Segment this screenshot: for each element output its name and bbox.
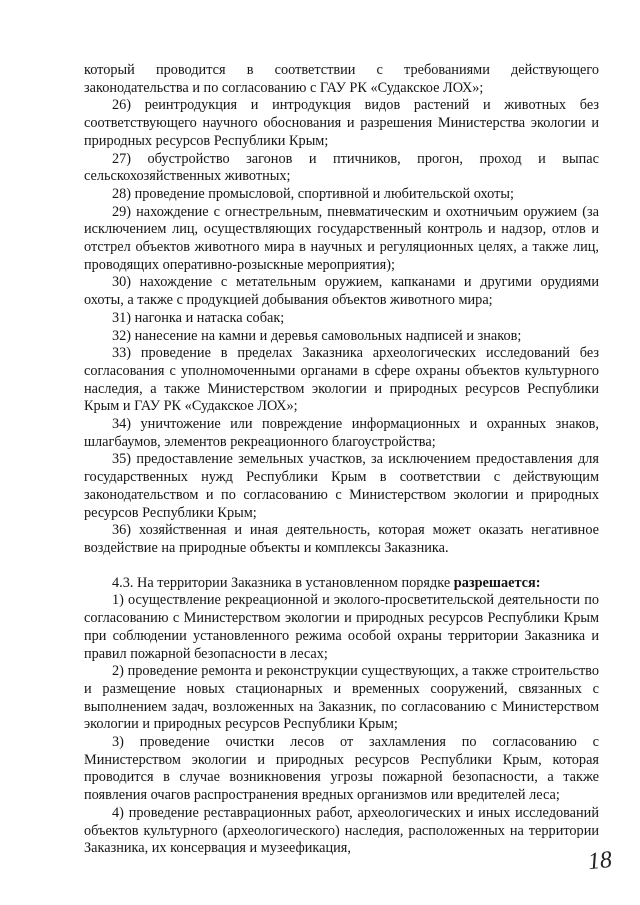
list-item-33: 33) проведение в пределах Заказника археологических исследований без согласования с уполномоченными органами в сфере охраны объектов культурного наследия, а также Министерством экологии и природных ресурсов Республики Крым и ГАУ РК «Судакское ЛОХ»;	[84, 345, 599, 415]
section-gap	[84, 558, 599, 575]
list-item-35: 35) предоставление земельных участков, за исключением предоставления для государственных нужд Республики Крым в соответствии с действующим законодательством и по согласованию с Министерством экологии и природных ресурсов Республики Крым;	[84, 451, 599, 521]
document-body	[84, 62, 599, 858]
list-item-30: 30) нахождение с метательным оружием, капканами и другими орудиями охоты, а также с продукцией добывания объектов животного мира;	[84, 274, 599, 309]
section-heading-bold: разрешается:	[453, 574, 541, 591]
list-item-32: 32) нанесение на камни и деревья самовольных надписей и знаков;	[112, 327, 522, 344]
allowed-item-4: 4) проведение реставрационных работ, археологических и иных исследований объектов культурного (археологического) наследия, расположенных на территории Заказника, их консервация и музеефикация,	[84, 804, 599, 857]
page-number: 18	[586, 846, 614, 876]
list-item-34: 34) уничтожение или повреждение информационных и охранных знаков, шлагбаумов, элементов рекреационного благоустройства;	[84, 416, 599, 450]
allowed-item-2: 2) проведение ремонта и реконструкции существующих, а также строительство и размещение новых стационарных и временных сооружений, связанных с выполнением задач, возложенных на Заказник, по согласованию с Министерством экологии и природных ресурсов Республики Крым;	[84, 663, 599, 733]
list-item-31: 31) нагонка и натаска собак;	[112, 309, 285, 326]
allowed-item-3: 3) проведение очистки лесов от захламления по согласованию с Министерством экологии и природных ресурсов Республики Крым, которая проводится в случае возникновения угрозы пожарной безопасности, а также появления очагов распространения вредных организмов или вредителей леса;	[84, 734, 599, 804]
allowed-item-1: 1) осуществление рекреационной и эколого-просветительской деятельности по согласованию с Министерством экологии и природных ресурсов Республики Крым при соблюдении установленного режима особой охраны территории Заказника и правил пожарной безопасности в лесах;	[84, 592, 599, 662]
list-item-26: 26) реинтродукция и интродукция видов растений и животных без соответствующего научного обоснования и разрешения Министерства экологии и природных ресурсов Республики Крым;	[84, 97, 599, 149]
section-heading-text: 4.3. На территории Заказника в установленном порядке	[112, 574, 454, 591]
list-item-27: 27) обустройство загонов и птичников, прогон, проход и выпас сельскохозяйственных животных;	[84, 150, 599, 185]
list-item-36: 36) хозяйственная и иная деятельность, которая может оказать негативное воздействие на природные объекты и комплексы Заказника.	[84, 522, 599, 556]
list-item-28: 28) проведение промысловой, спортивной и любительской охоты;	[112, 185, 514, 202]
list-item-29: 29) нахождение с огнестрельным, пневматическим и охотничьим оружием (за исключением лиц, осуществляющих государственный контроль и надзор, отлов и отстрел объектов животного мира в научных и регуляционных целях, а также лиц, проводящих оперативно-розыскные мероприятия);	[84, 203, 599, 273]
paragraph-continuation: который проводится в соответствии с требованиями действующего законодательства и по согласованию с ГАУ РК «Судакское ЛОХ»;	[84, 62, 599, 96]
section-heading-4-3	[84, 575, 599, 593]
